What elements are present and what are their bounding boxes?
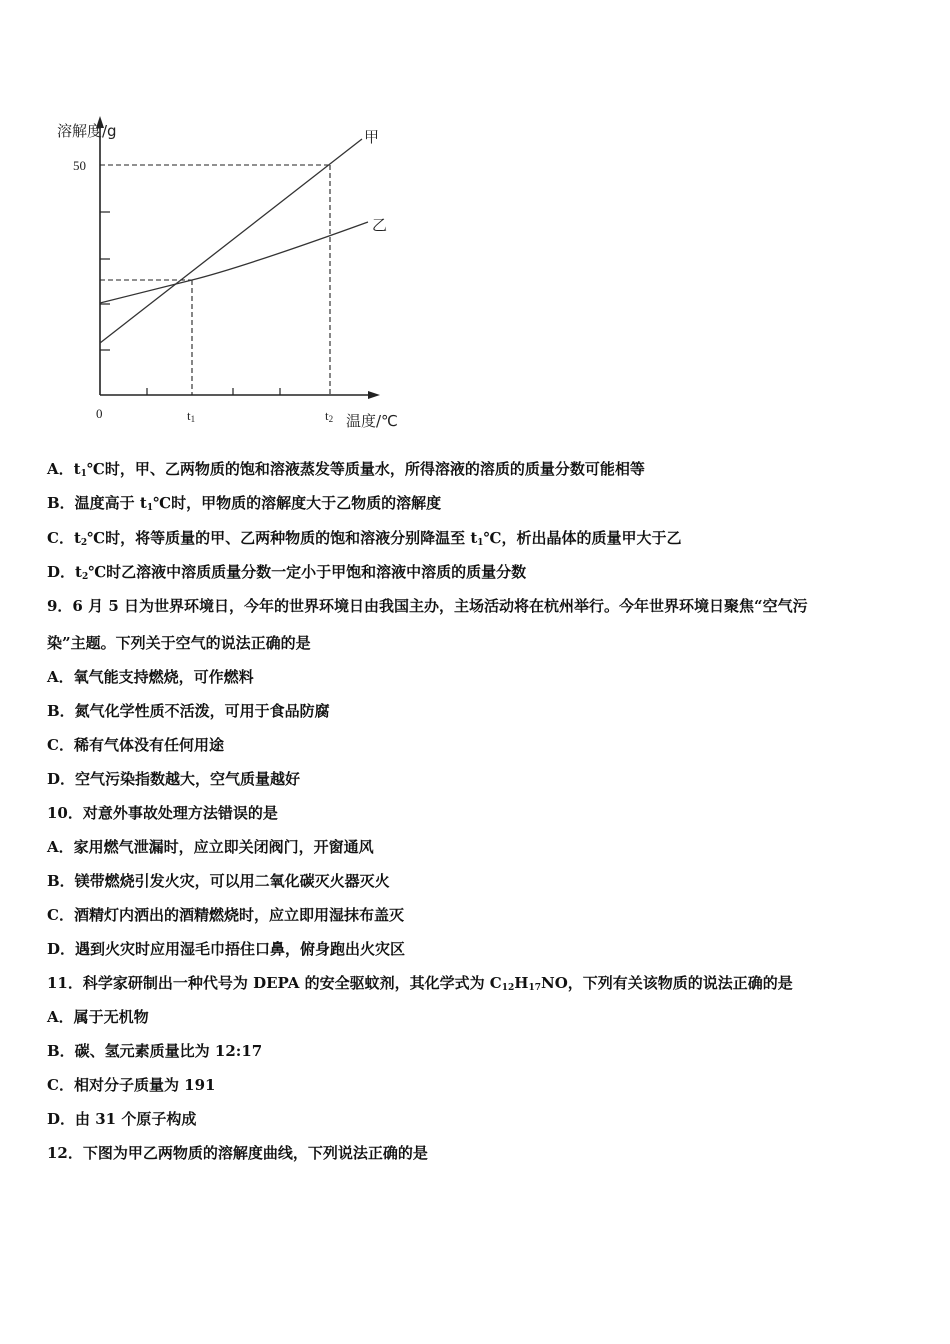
text-segment: B．碳、氢元素质量比为 12:17 [47,1042,263,1060]
text-segment: C．稀有气体没有任何用途 [47,736,224,754]
text-segment: A．t [47,460,81,478]
text-line [47,837,374,857]
curve-yi [100,222,368,303]
text-line [47,1109,196,1129]
text-line [47,871,390,891]
text-segment: B．镁带燃烧引发火灾，可以用二氧化碳灭火器灭火 [47,872,390,890]
text-line [47,735,224,755]
text-segment: D．遇到火灾时应用湿毛巾捂住口鼻，俯身跑出火灾区 [47,940,406,958]
text-segment: D．空气污染指数越大，空气质量越好 [47,770,301,788]
text-line [47,973,793,998]
text-segment: 11．科学家研制出一种代号为 DEPA 的安全驱蚊剂，其化学式为 C [47,974,502,992]
text-segment: ℃时，将等质量的甲、乙两种物质的饱和溶液分别降温至 t [87,529,478,547]
text-line [47,459,645,484]
text-line [47,596,808,616]
guide-lines [100,165,330,395]
text-line [47,562,526,587]
y-tick-50: 50 [73,158,86,173]
text-segment: A．氧气能支持燃烧，可作燃料 [47,668,254,686]
origin-label: 0 [96,406,103,421]
text-line [47,1041,262,1061]
text-segment: 10．对意外事故处理方法错误的是 [47,804,278,822]
subscript: 2 [81,572,89,582]
text-line [47,633,311,653]
text-line [47,1075,215,1095]
text-segment: A．家用燃气泄漏时，应立即关闭阀门，开窗通风 [47,838,374,856]
text-segment: ℃，析出晶体的质量甲大于乙 [483,529,682,547]
text-line [47,803,278,823]
text-line [47,1007,149,1027]
x-tick-t1: t1 [187,408,196,424]
curve-jia [100,139,362,343]
text-segment: H [514,974,529,992]
text-line [47,667,254,687]
text-segment: B．温度高于 t [47,494,147,512]
y-axis-label: 溶解度/g [57,122,117,140]
subscript: 1 [477,538,484,548]
text-segment: 染”主题。下列关于空气的说法正确的是 [47,634,311,652]
x-tick-t2: t2 [325,408,334,424]
subscript: 1 [80,469,87,479]
subscript: 1 [146,503,154,513]
text-segment: ℃时，甲、乙两物质的饱和溶液蒸发等质量水，所得溶液的溶质的质量分数可能相等 [86,460,645,478]
text-segment: 9．6 月 5 日为世界环境日，今年的世界环境日由我国主办，主场活动将在杭州举行。今年世界环境日聚焦“空气污 [47,597,808,615]
text-line [47,493,441,518]
text-line [47,528,682,553]
text-segment: A．属于无机物 [47,1008,149,1026]
text-line [47,939,405,959]
text-segment: ℃时，甲物质的溶解度大于乙物质的溶解度 [153,494,442,512]
text-segment: ℃时乙溶液中溶质质量分数一定小于甲饱和溶液中溶质的质量分数 [88,563,527,581]
text-segment: C．相对分子质量为 191 [47,1076,216,1094]
text-line [47,905,404,925]
subscript: 17 [528,983,541,993]
text-segment: D．由 31 个原子构成 [47,1110,197,1128]
x-axis-arrow [368,391,380,399]
text-line [47,1143,428,1163]
subscript: 12 [501,983,515,993]
solubility-chart [40,110,420,440]
text-segment: D．t [47,563,82,581]
series-label-yi: 乙 [372,216,388,234]
text-segment: B．氮气化学性质不活泼，可用于食品防腐 [47,702,330,720]
y-ticks [100,212,110,350]
text-segment: NO，下列有关该物质的说法正确的是 [541,974,793,992]
text-line [47,769,300,789]
series-label-jia: 甲 [364,128,380,146]
subscript: 2 [80,538,88,548]
text-line [47,701,330,721]
text-segment: C．t [47,529,81,547]
x-axis-label: 温度/℃ [346,412,398,430]
text-segment: C．酒精灯内洒出的酒精燃烧时，应立即用湿抹布盖灭 [47,906,404,924]
x-ticks [147,388,280,395]
text-segment: 12．下图为甲乙两物质的溶解度曲线，下列说法正确的是 [47,1144,428,1162]
